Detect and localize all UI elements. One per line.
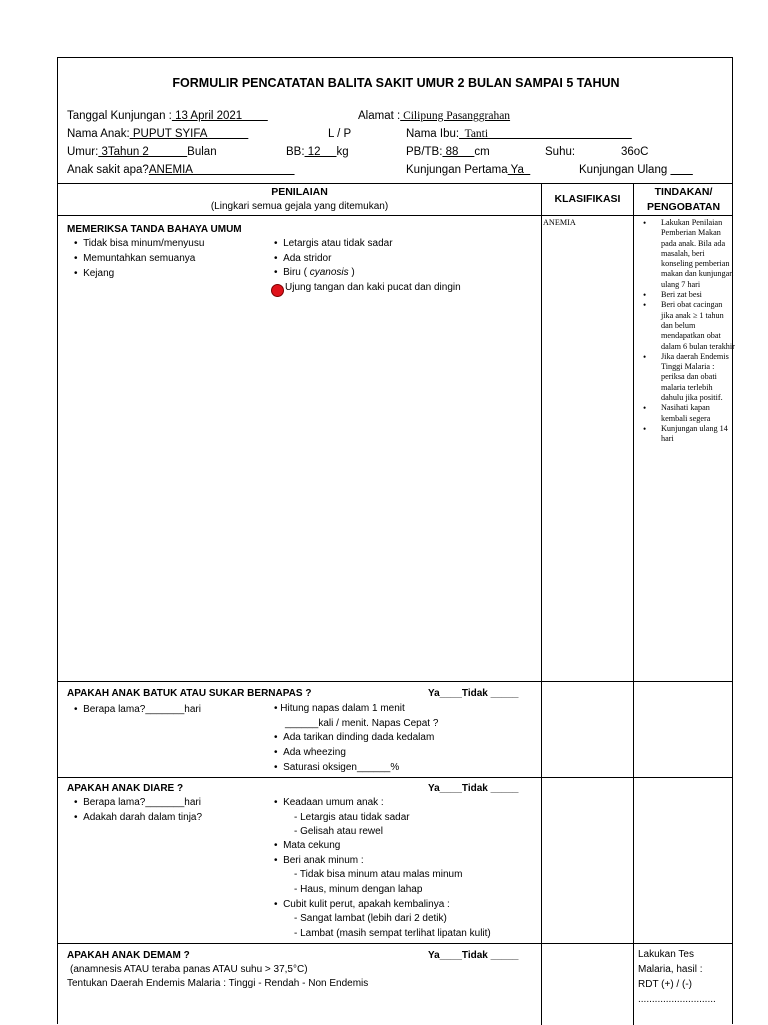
demam-heading: APAKAH ANAK DEMAM ? (67, 950, 190, 961)
diare-right-4[interactable]: • Mata cekung (274, 840, 341, 851)
demam-tindakan-4[interactable]: ............................ (638, 994, 716, 1005)
diare-heading: APAKAH ANAK DIARE ? (67, 783, 184, 794)
kunjungan-ulang-label: Kunjungan Ulang (579, 164, 668, 176)
demam-yatidak[interactable]: Ya____Tidak _____ (428, 950, 519, 961)
tindakan-item: • Beri obat cacingan jika anak ≥ 1 tahun dan belum mendapatkan obat dalam 6 bulan terakhir (643, 300, 735, 351)
nama-anak-value[interactable]: PUPUT SYIFA (129, 128, 249, 140)
tanggal-value[interactable]: 13 April 2021 (171, 110, 268, 122)
bb-row (286, 146, 349, 158)
sakit-label: Anak sakit apa? (67, 164, 149, 176)
batuk-left-1[interactable]: • Berapa lama?_______hari (74, 704, 201, 715)
umur-row (67, 146, 217, 158)
suhu-value[interactable]: 36oC (621, 146, 649, 158)
form-title: FORMULIR PENCATATAN BALITA SAKIT UMUR 2 BULAN SAMPAI 5 TAHUN (172, 76, 620, 90)
tindakan-anemia (653, 218, 735, 445)
col-tindakan-1: TINDAKAN/ (654, 186, 713, 198)
diare-right-5[interactable]: • Beri anak minum : (274, 855, 364, 866)
batuk-yatidak[interactable]: Ya____Tidak _____ (428, 688, 519, 699)
diare-right-2[interactable]: - Letargis atau tidak sadar (294, 812, 410, 823)
klasifikasi-anemia: ANEMIA (543, 218, 576, 227)
row-line-batuk (58, 681, 733, 682)
pbtb-value[interactable]: 88 (442, 146, 475, 158)
nama-ibu-value[interactable]: Tanti (459, 128, 632, 140)
nama-ibu-label: Nama Ibu: (406, 128, 460, 140)
demam-endemis[interactable]: Tentukan Daerah Endemis Malaria : Tinggi - Rendah - Non Endemis (67, 978, 369, 989)
selected-mark-icon (271, 284, 284, 297)
col-penilaian-sub: (Lingkari semua gejala yang ditemukan) (210, 201, 389, 212)
sakit-row (67, 164, 295, 176)
diare-right-6[interactable]: - Tidak bisa minum atau malas minum (294, 869, 463, 880)
bb-label: BB: (286, 146, 305, 158)
batuk-heading: APAKAH ANAK BATUK ATAU SUKAR BERNAPAS ? (67, 688, 312, 699)
suhu-label: Suhu: (545, 146, 576, 158)
demam-tindakan (638, 947, 716, 1007)
demam-sub: (anamnesis ATAU teraba panas ATAU suhu > 37,5°C) (70, 964, 308, 975)
kg-label: kg (336, 146, 349, 158)
nama-ibu-row (406, 128, 632, 140)
diare-right-1[interactable]: • Keadaan umum anak : (274, 797, 384, 808)
diare-left-2[interactable]: • Adakah darah dalam tinja? (74, 812, 203, 823)
diare-right-7[interactable]: - Haus, minum dengan lahap (294, 884, 423, 895)
tindakan-item: • Lakukan Penilaian Pemberian Makan pada anak. Bila ada masalah, beri konseling pemberian makan dan kunjungan ulang 7 hari (643, 218, 735, 290)
kunjungan-pertama-row (406, 164, 530, 176)
pbtb-label: PB/TB: (406, 146, 443, 158)
pbtb-row (406, 146, 490, 158)
bahaya-left-1[interactable]: • Tidak bisa minum/menyusu (74, 238, 205, 249)
batuk-right-5[interactable]: • Saturasi oksigen______% (274, 762, 400, 773)
nama-anak-label: Nama Anak: (67, 128, 130, 140)
kunjungan-pertama-label: Kunjungan Pertama (406, 164, 508, 176)
tanggal-label: Tanggal Kunjungan : (67, 110, 172, 122)
batuk-right-2[interactable]: ______kali / menit. Napas Cepat ? (285, 718, 439, 729)
batuk-right-4[interactable]: • Ada wheezing (274, 747, 346, 758)
alamat-row (358, 110, 510, 122)
umur-value[interactable]: 3Tahun 2 (98, 146, 188, 158)
sakit-value[interactable]: ANEMIA (148, 164, 295, 176)
tindakan-item: • Kunjungan ulang 14 hari (643, 424, 735, 445)
col-line-klasifikasi (541, 183, 542, 1025)
batuk-right-1[interactable]: • Hitung napas dalam 1 menit (274, 703, 405, 714)
table-top-line (58, 183, 733, 184)
demam-tindakan-1: Lakukan Tes (638, 949, 694, 960)
diare-right-8[interactable]: • Cubit kulit perut, apakah kembalinya : (274, 899, 450, 910)
tindakan-item: • Beri zat besi (643, 290, 735, 300)
tindakan-item: • Jika daerah Endemis Tinggi Malaria : periksa dan obati malaria terlebih dahulu jika positif. (643, 352, 735, 403)
bb-value[interactable]: 12 (304, 146, 337, 158)
tanggal-row (67, 110, 268, 122)
demam-tindakan-2: Malaria, hasil : (638, 964, 703, 975)
diare-right-3[interactable]: - Gelisah atau rewel (294, 826, 383, 837)
bahaya-right-4[interactable]: Ujung tangan dan kaki pucat dan dingin (285, 282, 461, 293)
row-line-diare (58, 777, 733, 778)
demam-tindakan-3[interactable]: RDT (+) / (-) (638, 979, 692, 990)
bahaya-right-3[interactable]: • Biru ( cyanosis ) (274, 267, 355, 278)
diare-right-9[interactable]: - Sangat lambat (lebih dari 2 detik) (294, 913, 447, 924)
bulan-label: Bulan (187, 146, 217, 158)
bahaya-right-2[interactable]: • Ada stridor (274, 253, 332, 264)
diare-yatidak[interactable]: Ya____Tidak _____ (428, 783, 519, 794)
kunjungan-pertama-value[interactable]: Ya (507, 164, 531, 176)
col-klasifikasi: KLASIFIKASI (554, 193, 621, 205)
col-line-tindakan (633, 183, 634, 1025)
bahaya-left-3[interactable]: • Kejang (74, 268, 115, 279)
alamat-label: Alamat : (358, 110, 401, 122)
umur-label: Umur: (67, 146, 99, 158)
diare-left-1[interactable]: • Berapa lama?_______hari (74, 797, 201, 808)
kunjungan-ulang-row (579, 164, 693, 176)
col-tindakan-2: PENGOBATAN (646, 201, 721, 213)
row-line-demam (58, 943, 733, 944)
bahaya-heading: MEMERIKSA TANDA BAHAYA UMUM (67, 224, 242, 235)
table-header-line (58, 215, 733, 216)
lp-label[interactable]: L / P (328, 128, 352, 140)
nama-anak-row (67, 128, 248, 140)
bahaya-right-1[interactable]: • Letargis atau tidak sadar (274, 238, 393, 249)
cm-label: cm (474, 146, 490, 158)
form-frame (57, 57, 733, 1024)
diare-right-10[interactable]: - Lambat (masih sempat terlihat lipatan kulit) (294, 928, 491, 939)
tindakan-item: • Nasihati kapan kembali segera (643, 403, 735, 424)
batuk-right-3[interactable]: • Ada tarikan dinding dada kedalam (274, 732, 435, 743)
col-penilaian: PENILAIAN (271, 186, 328, 198)
bahaya-left-2[interactable]: • Memuntahkan semuanya (74, 253, 196, 264)
kunjungan-ulang-value[interactable] (670, 164, 692, 176)
alamat-value[interactable]: Cilipung Pasanggrahan (400, 110, 511, 122)
